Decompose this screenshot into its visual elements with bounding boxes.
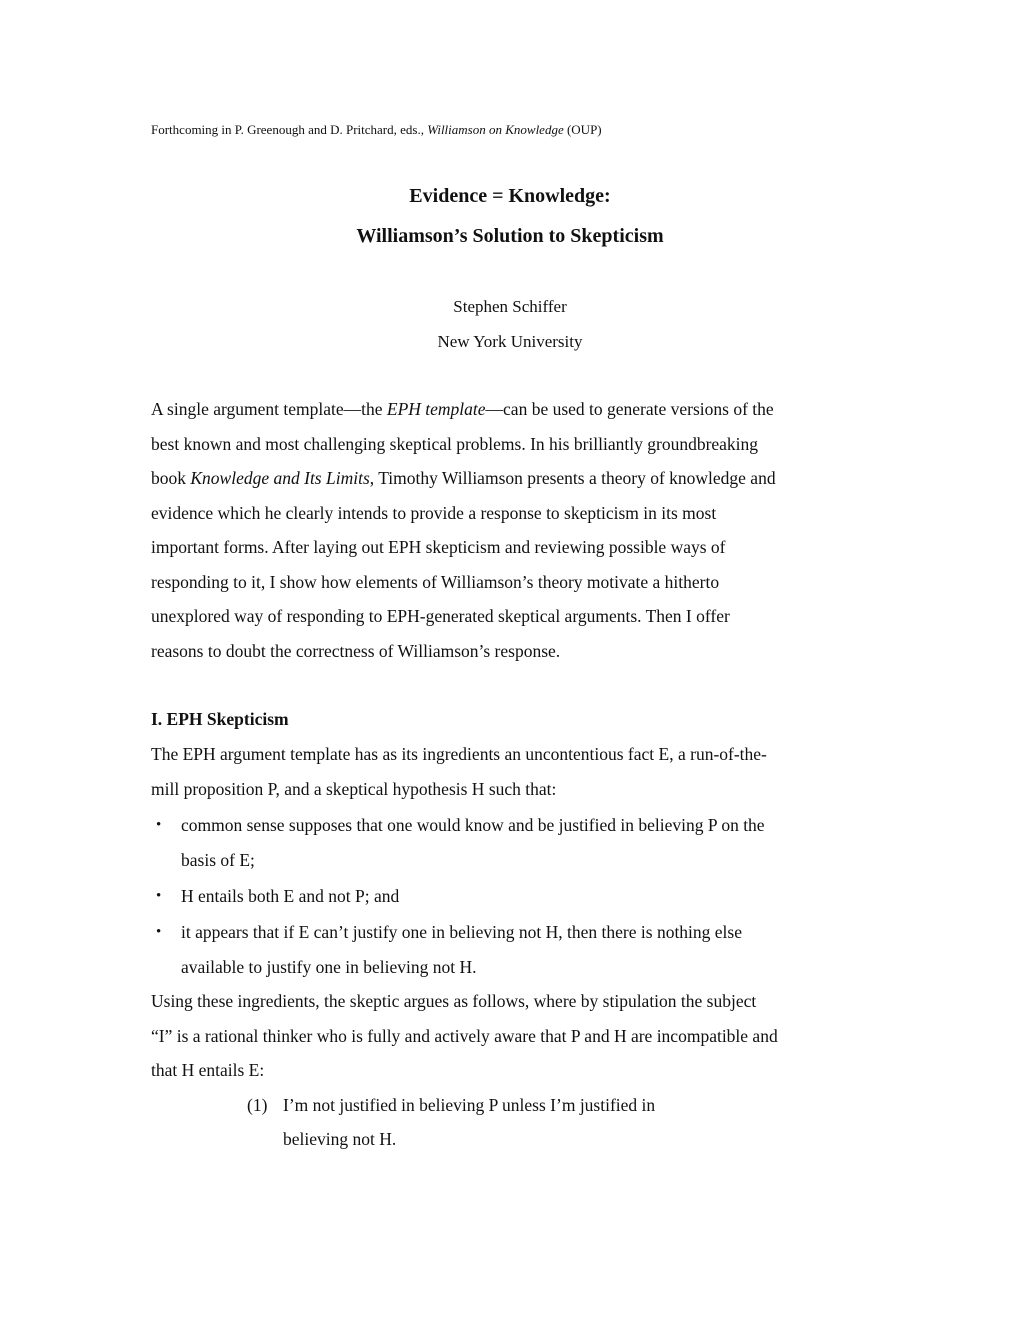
abstract-line-6: responding to it, I show how elements of Williamson’s theory motivate a hitherto bbox=[151, 571, 720, 592]
abstract-line-8: reasons to doubt the correctness of Williamson’s response. bbox=[151, 640, 561, 661]
publication-note bbox=[151, 121, 602, 139]
body-line-1: Using these ingredients, the skeptic argues as follows, where by stipulation the subject bbox=[151, 991, 757, 1011]
author-name: Stephen Schiffer bbox=[453, 297, 567, 316]
bullet-3-line-2: available to justify one in believing not H. bbox=[181, 956, 477, 977]
bullet-1-line-1: common sense supposes that one would know and be justified in believing P on the bbox=[181, 815, 765, 835]
bullet-1-marker: • bbox=[156, 817, 162, 833]
author-affiliation: New York University bbox=[437, 331, 583, 351]
paper-title bbox=[0, 176, 1020, 256]
abstract-line-7: unexplored way of responding to EPH-generated skeptical arguments. Then I offer bbox=[151, 606, 730, 626]
section-heading: I. EPH Skepticism bbox=[151, 709, 289, 729]
body-line-2: “I” is a rational thinker who is fully and actively aware that P and H are incompatible and bbox=[151, 1025, 778, 1046]
book-title: Williamson on Knowledge bbox=[427, 122, 564, 137]
abstract-line-2: best known and most challenging skeptical problems. In his brilliantly groundbreaking bbox=[151, 433, 759, 454]
publication-note-suffix: (OUP) bbox=[563, 122, 602, 137]
bullet-3-line-1: it appears that if E can’t justify one in believing not H, then there is nothing else bbox=[181, 922, 742, 942]
bullet-1-line-2: basis of E; bbox=[181, 849, 255, 870]
abstract-line-1: A single argument template—the EPH template—can be used to generate versions of the bbox=[151, 399, 774, 419]
abstract-line-5: important forms. After laying out EPH skepticism and reviewing possible ways of bbox=[151, 537, 726, 557]
bullet-2-marker: • bbox=[156, 888, 162, 904]
publication-note-prefix: Forthcoming in P. Greenough and D. Pritchard, eds., bbox=[151, 122, 428, 137]
book-title-kil: Knowledge and Its Limits bbox=[190, 468, 370, 488]
author-block bbox=[0, 290, 1020, 359]
abstract-line-3: book Knowledge and Its Limits, Timothy Williamson presents a theory of knowledge and bbox=[151, 468, 776, 488]
title-line-2: Williamson’s Solution to Skepticism bbox=[356, 225, 664, 247]
bullet-3-marker: • bbox=[156, 924, 162, 940]
intro-line-2: mill proposition P, and a skeptical hypothesis H such that: bbox=[151, 778, 557, 799]
title-line-1: Evidence = Knowledge: bbox=[409, 185, 611, 207]
intro-line-1: The EPH argument template has as its ingredients an uncontentious fact E, a run-of-the- bbox=[151, 744, 767, 764]
bullet-2-line-1: H entails both E and not P; and bbox=[181, 886, 400, 906]
premise-1-label: (1) bbox=[247, 1094, 268, 1115]
premise-1-line-1: I’m not justified in believing P unless I’m justified in bbox=[283, 1094, 656, 1115]
body-line-3: that H entails E: bbox=[151, 1060, 265, 1080]
premise-1-line-2: believing not H. bbox=[283, 1129, 397, 1149]
eph-template-term: EPH template bbox=[386, 399, 486, 419]
abstract-line-4: evidence which he clearly intends to provide a response to skepticism in its most bbox=[151, 502, 717, 523]
